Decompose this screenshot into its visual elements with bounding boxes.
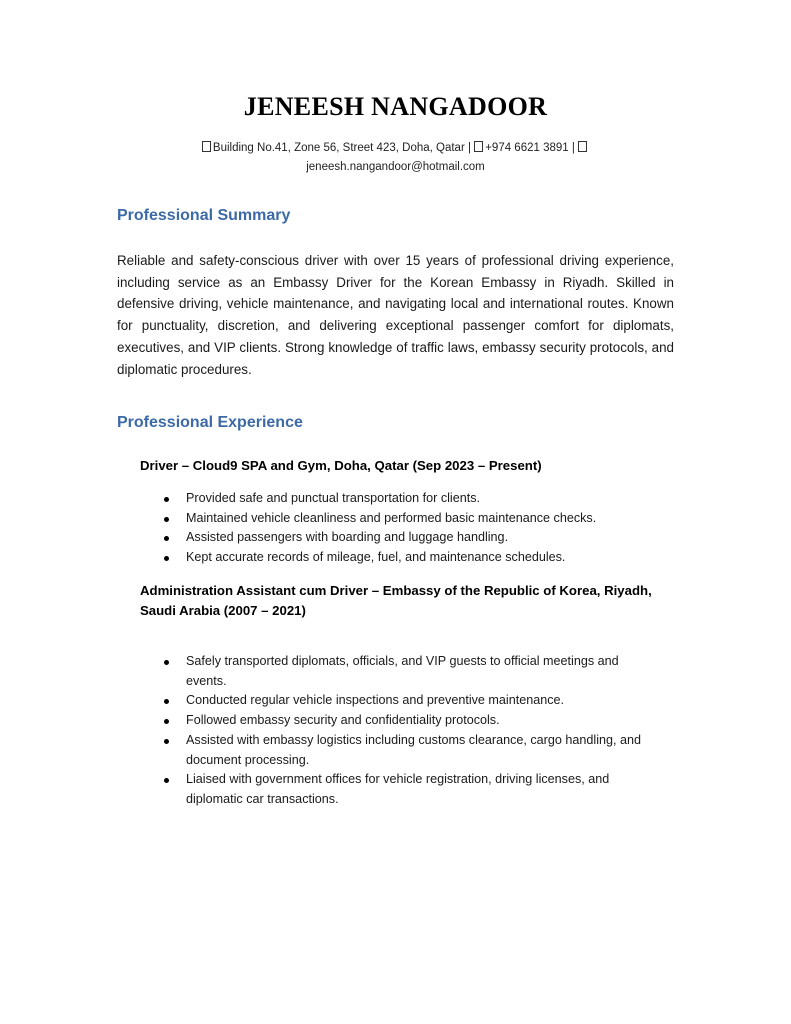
contact-separator: | [571, 142, 575, 154]
contact-line [0, 139, 791, 177]
job-bullet: Kept accurate records of mileage, fuel, and maintenance schedules. [140, 548, 660, 568]
job-bullet: Assisted with embassy logistics including customs clearance, cargo handling, and document processing. [140, 731, 660, 770]
address-text: Building No.41, Zone 56, Street 423, Doha, Qatar [212, 142, 465, 154]
section-title-experience: Professional Experience [117, 414, 303, 431]
contact-separator: | [468, 142, 471, 154]
job-bullet-list [140, 489, 660, 568]
job-bullet: Liaised with government offices for vehicle registration, driving licenses, and diplomatic car transactions. [140, 770, 660, 809]
job-bullet: Maintained vehicle cleanliness and performed basic maintenance checks. [140, 509, 660, 529]
job-bullet: Followed embassy security and confidentiality protocols. [140, 711, 660, 731]
email-link[interactable]: jeneesh.nangandoor@hotmail.com [306, 161, 485, 173]
phone-icon [474, 141, 483, 152]
location-icon [202, 141, 211, 152]
job-bullet: Assisted passengers with boarding and luggage handling. [140, 528, 660, 548]
job-bullet-list [140, 652, 660, 810]
job-title: Driver – Cloud9 SPA and Gym, Doha, Qatar (Sep 2023 – Present) [140, 458, 542, 473]
email-icon [578, 141, 587, 152]
job-bullet: Conducted regular vehicle inspections and preventive maintenance. [140, 691, 660, 711]
job-title: Administration Assistant cum Driver – Embassy of the Republic of Korea, Riyadh, Saudi Arabia (2007 – 2021) [140, 583, 652, 618]
phone-text: +974 6621 3891 [485, 142, 569, 154]
section-title-summary: Professional Summary [117, 207, 291, 224]
job-bullet: Safely transported diplomats, officials, and VIP guests to official meetings and events. [140, 652, 660, 691]
job-bullet: Provided safe and punctual transportation for clients. [140, 489, 660, 509]
candidate-name: JENEESH NANGADOOR [243, 92, 548, 121]
summary-paragraph: Reliable and safety-conscious driver with over 15 years of professional driving experience, including service as an Embassy Driver for the Korean Embassy in Riyadh. Skilled in defensive driving, vehicle maintenance, and navigating local and international routes. Known for punctuality, discretion, and delivering exceptional passenger comfort for diplomats, executives, and VIP clients. Strong knowledge of traffic laws, embassy security protocols, and diplomatic procedures. [117, 253, 674, 377]
